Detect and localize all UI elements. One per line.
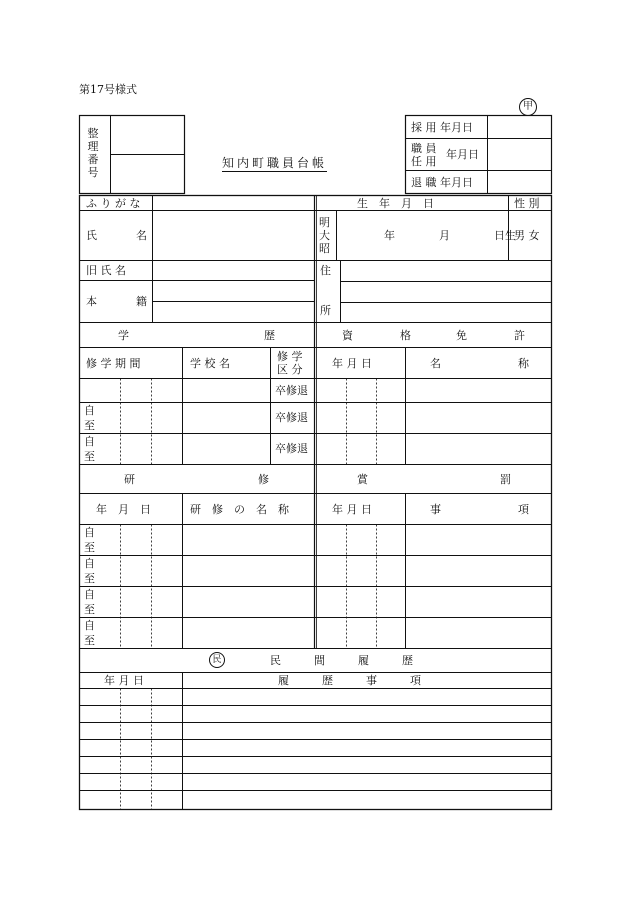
training-date-label: 年 月 日 (96, 503, 151, 516)
license-header-1: 資 (342, 329, 353, 342)
to-label: 至 (84, 603, 95, 616)
education-header: 学 (118, 329, 129, 342)
from-label: 自 (84, 588, 95, 601)
private-history-header: 民 間 履 歴 (270, 654, 413, 667)
training-header-2: 修 (258, 473, 269, 486)
gender-options: 男 女 (514, 229, 540, 242)
training-header: 研 (124, 473, 135, 486)
school-name-label: 学 校 名 (190, 357, 230, 370)
from-label: 自 (84, 619, 95, 632)
name-label: 氏 (86, 229, 97, 242)
page-title: 知内町職員台帳 (222, 156, 328, 170)
history-matter-label: 履 歴 事 項 (278, 674, 421, 687)
name-label-2: 名 (136, 229, 147, 242)
taishoku-label: 退 職 年月日 (411, 176, 473, 189)
from-label: 自 (84, 435, 95, 448)
birth-ymd: 年 月 日生 (384, 229, 516, 242)
seiri-bango-label: 整理番号 (87, 127, 99, 179)
address-label-2: 所 (320, 304, 331, 317)
study-period-label: 修 学 期 間 (86, 357, 141, 370)
award-header: 賞 (357, 473, 368, 486)
award-header-2: 罰 (500, 473, 511, 486)
from-label: 自 (84, 526, 95, 539)
honseki-label-2: 籍 (136, 295, 147, 308)
history-date-label: 年 月 日 (104, 674, 144, 687)
kou-circle-mark: 甲 (519, 98, 537, 116)
license-header-3: 免 (456, 329, 467, 342)
award-matter-label: 事 (430, 503, 441, 516)
gender-label: 性 別 (514, 197, 540, 210)
award-date-label: 年 月 日 (332, 503, 372, 516)
furigana-label: ふ り が な (86, 197, 141, 210)
graduation-status-1: 卒修退 (275, 384, 308, 397)
from-label: 自 (84, 557, 95, 570)
ninyo-label: 職 員 任 用 (411, 142, 437, 168)
saiyo-label: 採 用 年月日 (411, 121, 473, 134)
license-name-label: 名 (430, 357, 441, 370)
to-label: 至 (84, 419, 95, 432)
license-header-4: 許 (514, 329, 525, 342)
address-label-1: 住 (320, 264, 331, 277)
study-category-label: 修 学 区 分 (277, 350, 303, 376)
to-label: 至 (84, 572, 95, 585)
award-matter-label-2: 項 (518, 503, 529, 516)
graduation-status-3: 卒修退 (275, 442, 308, 455)
honseki-label: 本 (86, 295, 97, 308)
license-header-2: 格 (400, 329, 411, 342)
ninyo-date-label: 年月日 (446, 148, 479, 161)
license-date-label: 年 月 日 (332, 357, 372, 370)
license-name-label-2: 称 (518, 357, 529, 370)
form-number: 第17号様式 (79, 83, 137, 96)
birthdate-label: 生 年 月 日 (357, 197, 434, 210)
to-label: 至 (84, 450, 95, 463)
to-label: 至 (84, 541, 95, 554)
min-circle-mark: 民 (209, 652, 225, 668)
to-label: 至 (84, 634, 95, 647)
training-name-label: 研 修 の 名 称 (190, 503, 289, 516)
education-header-2: 歴 (264, 329, 275, 342)
former-name-label: 旧 氏 名 (86, 264, 126, 277)
from-label: 自 (84, 404, 95, 417)
graduation-status-2: 卒修退 (275, 411, 308, 424)
era-label: 明 大 昭 (319, 216, 330, 255)
